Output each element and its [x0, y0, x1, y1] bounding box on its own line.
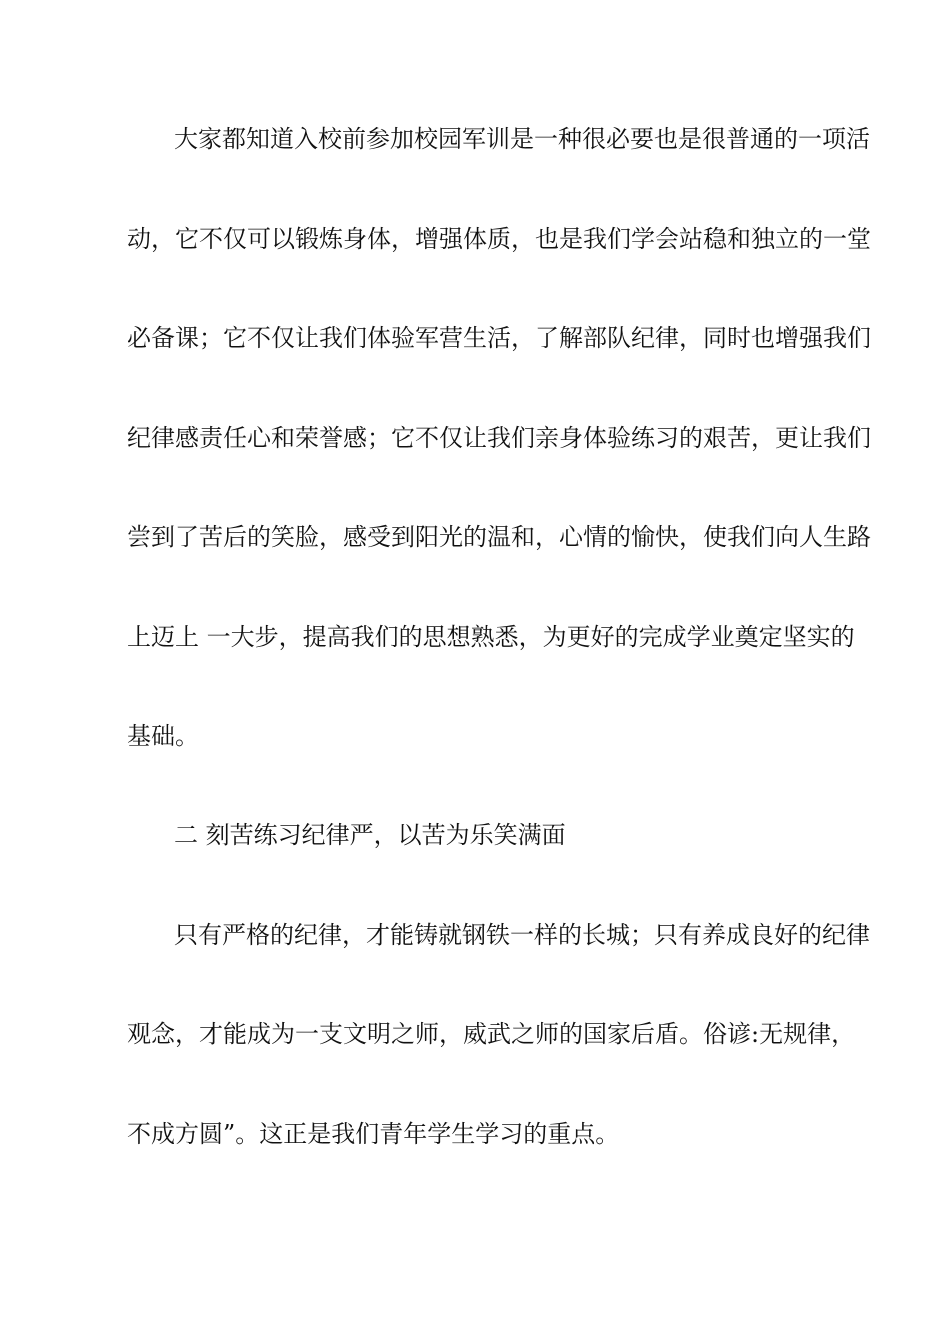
paragraph-2-line-2: 观念，才能成为一支文明之师，威武之师的国家后盾。俗谚:无规律， [127, 1020, 856, 1048]
paragraph-1-line-1: 大家都知道入校前参加校园军训是一种很必要也是很普通的一项活 [174, 125, 870, 153]
paragraph-1-line-3: 必备课；它不仅让我们体验军营生活，了解部队纪律，同时也增强我们 [127, 324, 871, 352]
paragraph-1-line-6: 上迈上 一大步，提高我们的思想熟悉，为更好的完成学业奠定坚实的 [127, 623, 855, 651]
paragraph-2-line-3: 不成方圆”。这正是我们青年学生学习的重点。 [127, 1120, 620, 1148]
paragraph-1-line-2: 动，它不仅可以锻炼身体，增强体质，也是我们学会站稳和独立的一堂 [127, 225, 871, 253]
paragraph-1-line-7: 基础。 [127, 722, 199, 750]
paragraph-1-line-5: 尝到了苦后的笑脸，感受到阳光的温和，心情的愉快，使我们向人生路 [127, 523, 871, 551]
section-heading: 二 刻苦练习纪律严，以苦为乐笑满面 [174, 821, 566, 849]
paragraph-2-line-1: 只有严格的纪律，才能铸就钢铁一样的长城；只有养成良好的纪律 [174, 921, 870, 949]
paragraph-1-line-4: 纪律感责任心和荣誉感；它不仅让我们亲身体验练习的艰苦，更让我们 [127, 424, 871, 452]
